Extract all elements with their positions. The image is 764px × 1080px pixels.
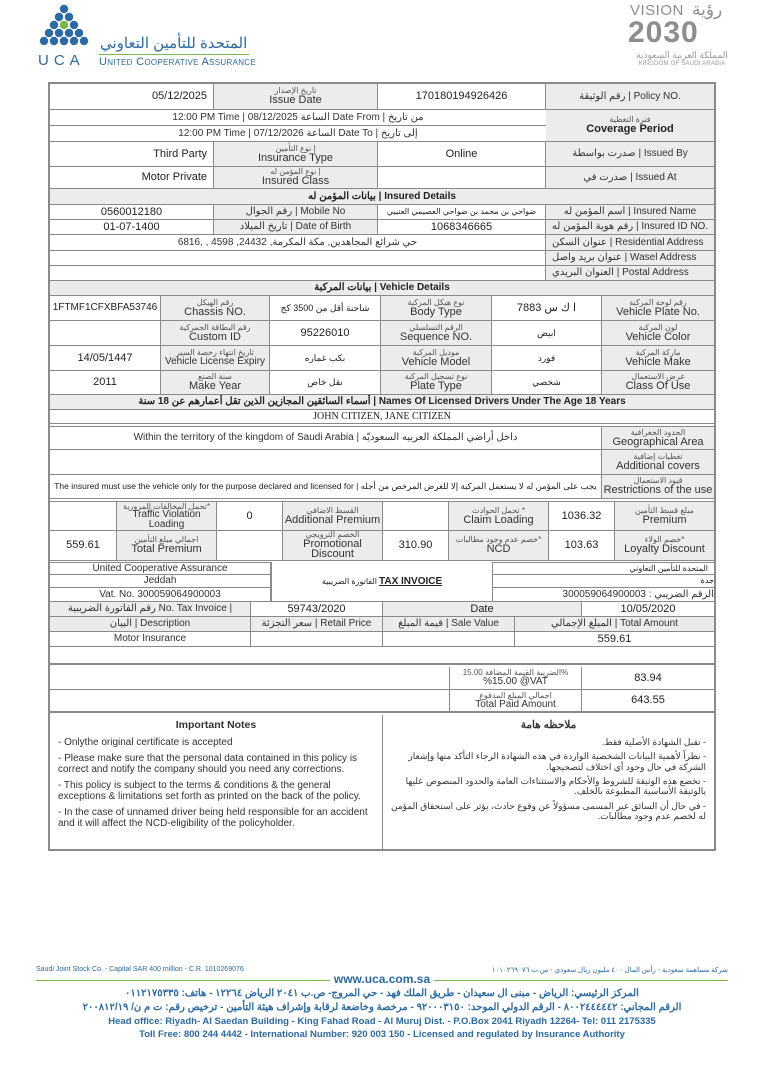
wasel-label: عنوان بريد واصل | Wasel Address — [546, 251, 714, 265]
issued-by-label: صدرت بواسطة | Issued By — [546, 142, 714, 166]
issue-date-label: تاريخ الإصدار Issue Date — [214, 84, 378, 109]
invoice-company-en: United Cooperative Assurance — [50, 563, 271, 574]
total-premium-value: 559.61 — [50, 531, 117, 560]
invoice-city-en: Jeddah — [50, 575, 271, 587]
insured-class-label: نوع المؤمن له | Insured Class — [214, 167, 378, 188]
license-expiry-value: 14/05/1447 — [50, 346, 161, 370]
residential-label: عنوان السكن | Residential Address — [546, 235, 714, 250]
vision-kingdom: KINGDOM OF SAUDI ARABIA — [638, 61, 726, 67]
total-paid-label: اجمالي المبلغ المدفوع Total Paid Amount — [450, 690, 582, 711]
residential-value: 6816, , حي شرائع المجاهدين, مكة المكرمة, 24432, 4598 — [50, 235, 546, 250]
dob-value: 01-07-1400 — [50, 220, 214, 234]
body-type-value: شاحنة أقل من 3500 كج — [270, 296, 381, 320]
item-retail-price — [251, 632, 383, 646]
residential-row — [50, 235, 714, 251]
column-total-amount: المبلغ الإجمالي | Total Amount — [515, 617, 714, 631]
footer-licence-ar: الرقم المجاني: ٨٠٠٢٤٤٤٤٤٢ - الرقم الدولي الموحد: ٩٢٠٠٠٣١٥٠ - مرخصة وخاضعة لرقابة وإشراف هيئة التأمين - ترخيص رقم: ت م ن/ ٢٠٠٨١٢/١٩ — [82, 1002, 682, 1013]
policy-number-label: رقم الوثيقة | Policy NO. — [546, 84, 714, 109]
geo-area-row — [50, 426, 714, 450]
invoice-number-value: 59743/2020 — [251, 602, 383, 616]
footer-website-link[interactable]: www.uca.com.sa — [36, 972, 728, 986]
make-year-label: سنة الصنع Make Year — [161, 371, 270, 394]
custom-id-value — [50, 321, 161, 345]
insured-class-value: Motor Private — [50, 167, 214, 188]
vehicle-details-header — [50, 281, 714, 296]
vision-year: 2030 — [628, 16, 699, 49]
body-type-label: نوع هيكل المركبة Body Type — [381, 296, 492, 320]
postal-label: العنوان البريدي | Postal Address — [546, 266, 714, 280]
drivers-names: JOHN CITIZEN, JANE CITIZEN — [313, 410, 451, 422]
geo-area-label: الحدود الجغرافية Geographical Area — [602, 427, 714, 449]
vision-kingdom-ar: المملكة العربية السعودية — [636, 50, 728, 60]
invoice-vat-ar: الرقم الضريبي : 300059064900003 — [562, 588, 714, 600]
chassis-value: 1FTMF1CFXBFA53746 — [50, 296, 161, 320]
note-item: - In the case of unnamed driver being held responsible for an accident and it will affect the NCD-eligibility of the policyholder. — [58, 806, 368, 830]
notes-title-en: Important Notes — [175, 719, 257, 731]
vision-title-ar: رؤية — [692, 0, 723, 19]
vat-row — [50, 667, 714, 690]
premium-value: 1036.32 — [549, 502, 615, 530]
vat-label: الضريبة القيمة المضافة 15.00% %15.00 @VAT — [450, 667, 582, 689]
vat-amount: 83.94 — [634, 671, 662, 684]
drivers-header — [50, 395, 714, 410]
sequence-no-value: 95226010 — [270, 321, 381, 345]
make-year-value: 2011 — [50, 371, 161, 394]
invoice-columns-row — [50, 617, 714, 632]
ncd-label: خصم عدم وجود مطالبات* NCD — [449, 531, 549, 560]
vehicle-model-label: موديل المركبة Vehicle Model — [381, 346, 492, 370]
total-paid-row — [50, 690, 714, 713]
plate-no-label: رقم لوحة المركبة Vehicle Plate No. — [602, 296, 714, 320]
wasel-row — [50, 251, 714, 266]
invoice-date-label: Date — [383, 602, 582, 616]
note-item-ar: - تخضع هذه الوثيقة للشروط والأحكام والاستثناءات العامة والحدود المنصوص عليها بالوثيقة الأساسية المطبوعة بالخلف. — [405, 776, 706, 797]
total-premium-label: اجمالي مبلغ التأمين Total Premium — [117, 531, 217, 560]
promo-discount-label: الخصم الترويجي Promotional Discount — [283, 531, 383, 560]
footer-address-ar: المركز الرئيسي: الرياض - مبنى ال سعيدان - طريق الملك فهد - حي المروج- ص.ب ٢٠٤١ الرياض ١٢٢٦٤ - هاتف: ٠١١٢١٧٥٣٣٥ — [125, 988, 639, 999]
vehicle-make-value: فورد — [492, 346, 602, 370]
discount-row — [50, 531, 714, 561]
invoice-date-value: 10/05/2020 — [620, 602, 676, 615]
loyalty-discount-value: 103.63 — [549, 531, 615, 560]
drivers-title: أسماء السائقين المجازين الذين تقل أعمارهم عن 18 سنة | Names Of Licensed Drivers Under The Age 18 Years — [50, 395, 714, 409]
invoice-number-row — [50, 602, 714, 617]
issued-at-label: صدرت في | Issued At — [546, 167, 714, 188]
wasel-value — [50, 251, 546, 265]
logo-divider — [99, 54, 249, 55]
column-retail-price: سعر التجزئة | Retail Price — [251, 617, 383, 631]
additional-covers-value — [50, 450, 602, 474]
policy-row — [50, 84, 714, 110]
custom-id-label: رقم البطاقة الجمركية Custom ID — [161, 321, 270, 345]
vehicle-color-value: ابيض — [492, 321, 602, 345]
notes-section — [50, 715, 714, 849]
policy-document — [48, 82, 716, 851]
invoice-city-ar: جدة — [700, 576, 714, 585]
premium-row — [50, 501, 714, 531]
invoice-number-label: رقم الفاتورة الضريبية No. Tax Invoice | — [50, 602, 251, 616]
dob-label: تاريخ الميلاد | Date of Birth — [214, 220, 378, 234]
insurance-type-label: نوع التأمين | Insurance Type — [214, 142, 378, 166]
footer-licence-en: Toll Free: 800 244 4442 - International Number: 920 003 150 - Licensed and regulated by Insurance Authority — [139, 1029, 625, 1040]
total-paid-spacer — [50, 690, 450, 711]
additional-premium-value: 0 — [217, 502, 283, 530]
column-description: البيان | Description — [50, 617, 251, 631]
restrictions-label: قيود الاستعمال Restrictions of the use — [603, 476, 713, 497]
vat-spacer — [50, 667, 450, 689]
footer-company-en: Saudi Joint Stock Co. - Capital SAR 400 million - C.R. 1010269076 — [36, 966, 244, 973]
postal-value — [50, 266, 546, 280]
item-description: Motor Insurance — [50, 632, 251, 646]
postal-row — [50, 266, 714, 281]
total-paid-amount: 643.55 — [631, 694, 665, 706]
important-notes-ar — [383, 715, 714, 849]
insured-details-title: بيانات المؤمن له | Insured Details — [50, 189, 714, 204]
issue-date-value: 05/12/2025 — [50, 84, 214, 109]
invoice-vat-en: Vat. No. 300059064900003 — [50, 588, 271, 601]
restrictions-row — [50, 475, 714, 499]
mobile-label: رقم الجوال | Mobile No — [214, 205, 378, 219]
class-of-use-value: شخصي — [492, 371, 602, 394]
uca-logo — [36, 4, 257, 69]
traffic-violation-label: تحمل المخالفات المرورية* Traffic Violation Loading — [117, 502, 217, 530]
vehicle-row — [50, 371, 714, 395]
drivers-row — [50, 410, 714, 424]
claim-loading-value — [383, 502, 449, 530]
insured-name-label: اسم المؤمن له | Insured Name — [546, 205, 714, 219]
sequence-no-label: الرقم التسلسلي Sequence NO. — [381, 321, 492, 345]
invoice-item-row — [50, 632, 714, 647]
vehicle-row — [50, 296, 714, 321]
tax-invoice-title: الفاتورة الضريبية TAX INVOICE — [271, 562, 493, 602]
ncd-value: 310.90 — [383, 531, 449, 560]
vehicle-model-value: بكب غماره — [270, 346, 381, 370]
insurance-type-row — [50, 142, 714, 167]
policy-number-value: 170180194926426 — [378, 84, 546, 109]
insured-id-row — [50, 220, 714, 235]
chassis-label: رقم الهيكل Chassis NO. — [161, 296, 270, 320]
vehicle-color-label: لون المركبة Vehicle Color — [602, 321, 714, 345]
note-item-ar: - في حال أن السائق غير المسمى مسؤولاً عن وقوع حادث، يؤثر على استحقاق المؤمن له لخصم عدم وجود مطالبات. — [391, 800, 706, 822]
issued-at-value — [378, 167, 546, 188]
important-notes-en — [50, 715, 383, 849]
claim-loading-label: تحمل الحوادث * Claim Loading — [449, 502, 549, 530]
item-total-amount: 559.61 — [597, 632, 632, 645]
insurance-type-value: Third Party — [50, 142, 214, 166]
plate-type-value: نقل خاص — [270, 371, 381, 394]
additional-covers-label: تغطيات إضافية Additional covers — [602, 450, 714, 474]
notes-title-ar: ملاحظه هامة — [520, 719, 577, 731]
insured-name-row — [50, 205, 714, 220]
premium-label: مبلغ قسط التأمين Premium — [615, 502, 714, 530]
vehicle-row — [50, 346, 714, 371]
coverage-from-value: 12:00 PM Time | الساعة 08/12/2025 Date From | من تاريخ — [172, 111, 424, 123]
issued-by-value: Online — [378, 142, 546, 166]
vehicle-make-label: ماركة المركبة Vehicle Make — [602, 346, 714, 370]
item-sale-value — [383, 632, 515, 646]
vision-title: VISION — [630, 2, 684, 19]
note-item: - Please make sure that the personal data contained in this policy is correct and notify the company should you need any corrections. — [58, 752, 358, 776]
promo-discount-value — [217, 531, 283, 560]
coverage-to-value: 12:00 PM Time | الساعة 07/12/2026 Date To | إلى تاريخ — [178, 127, 418, 139]
plate-no-value: ا ك س 7883 — [492, 296, 602, 320]
license-expiry-label: تاريخ انتهاء رخصة السير Vehicle License Expiry — [161, 346, 270, 370]
restrictions-value: The insured must use the vehicle only for the purpose declared and licensed for | يجب على المؤمن له لا يستعمل المركبة إلا للغرض المرخص من أجله — [50, 475, 602, 498]
additional-covers-row — [50, 450, 714, 475]
coverage-period-label: فترة التغطية Coverage Period — [546, 110, 714, 142]
additional-premium-label: القسط الاضافي Additional Premium — [283, 502, 383, 530]
insured-id-value: 1068346665 — [378, 220, 546, 234]
uca-logo-mark-icon — [36, 4, 92, 54]
vehicle-row — [50, 321, 714, 346]
insured-class-row — [50, 167, 714, 189]
traffic-violation-value — [50, 502, 117, 530]
loyalty-discount-label: خصم الولاء* Loyalty Discount — [615, 531, 714, 560]
vehicle-details-title: بيانات المركبة | Vehicle Details — [50, 281, 714, 295]
insured-name-value: ضواحي بن محمد بن ضواحي العصيمي العتيبي — [378, 205, 546, 219]
note-item-ar: - تقبل الشهادة الأصلية فقط. — [601, 737, 706, 748]
note-item: - Onlythe original certificate is accepted — [58, 737, 233, 749]
mobile-value: 0560012180 — [50, 205, 214, 219]
class-of-use-label: غرض الاستعمال Class Of Use — [602, 371, 714, 394]
note-item: - This policy is subject to the terms & conditions & the general exceptions & limitations set forth as printed on the back of the policy. — [58, 779, 361, 803]
footer-company-ar: شركة مساهمة سعودية - رأس المال ٤٠٠ مليون ريال سعودي - س.ت ١٠١٠٢٦٩٠٧٦ — [491, 967, 728, 974]
vision-2030-logo — [624, 2, 744, 70]
footer-address-en: Head office: Riyadh- Al Saedan Building - King Fahad Road - Al Muruj Dist. - P.O.Box 2041 Riyadh 12264- Tel: 011 2175335 — [108, 1016, 656, 1027]
logo-name-ar: المتحدة للتأمين التعاوني — [100, 35, 248, 52]
invoice-company-ar: المتحدة للتأمين التعاوني — [629, 563, 708, 573]
insured-details-header — [50, 189, 714, 205]
insured-id-label: رقم هوية المؤمن له | Insured ID NO. — [546, 220, 714, 234]
column-sale-value: قيمة المبلغ | Sale Value — [383, 617, 515, 631]
note-item-ar: - نظراً لأهمية البيانات الشخصية الواردة في هذه الشهادة الرجاء التأكد منها وإشعار الشركة في حال وجود أي اختلاف لتصحيحها. — [408, 751, 706, 772]
logo-name-en: United Cooperative Assurance — [99, 56, 257, 68]
invoice-empty-row — [50, 647, 714, 665]
logo-abbr: UCA — [38, 52, 85, 69]
plate-type-label: نوع تسجيل المركبة Plate Type — [381, 371, 492, 394]
geo-area-value: Within the territory of the kingdom of Saudi Arabia | داخل أراضي المملكة العربيه السعوديّه — [50, 427, 602, 449]
